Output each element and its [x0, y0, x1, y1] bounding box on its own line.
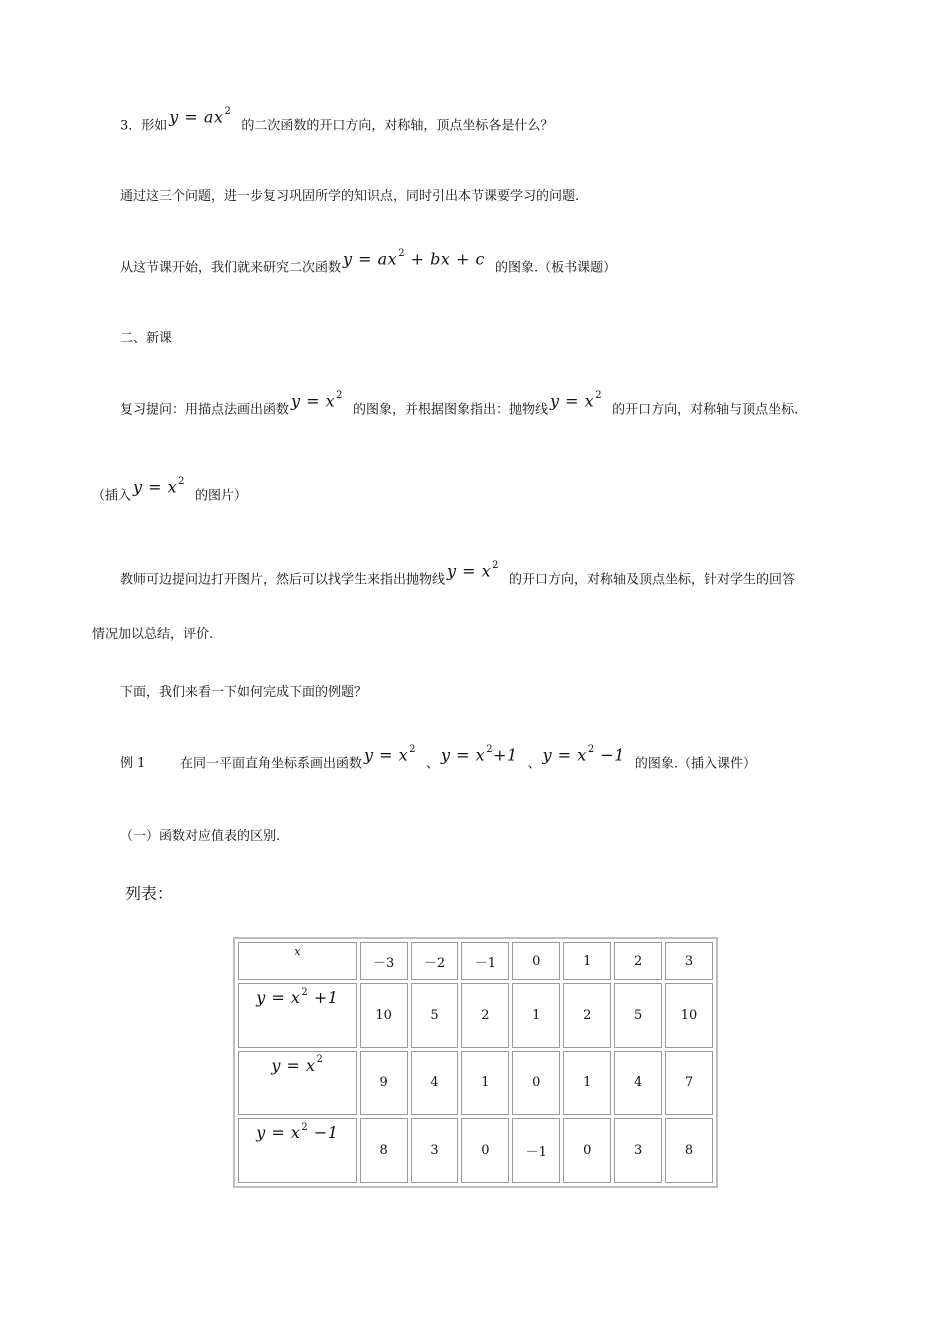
- table-cell: 1: [512, 983, 560, 1048]
- formula: $y = x^2$: [550, 390, 603, 411]
- formula: $y = ax^2$: [169, 106, 232, 127]
- paragraph-topic: 从这节课开始，我们就来研究二次函数 $y = ax^2$ + bx + c 的图象.（板书课题）: [120, 248, 617, 276]
- table-row: [238, 983, 713, 1048]
- table-row: [238, 1118, 713, 1183]
- table-cell: 0: [512, 942, 560, 980]
- formula: $y = x^2+1$: [441, 744, 518, 765]
- table-cell: 3: [614, 1118, 662, 1183]
- table-cell: 1: [461, 1051, 509, 1116]
- table-cell: －1: [512, 1118, 560, 1183]
- table-cell: 1: [563, 942, 611, 980]
- paragraph: 下面，我们来看一下如何完成下面的例题？: [120, 685, 368, 700]
- paragraph-review: 复习提问：用描点法画出函数 $y = x^2$的图象，并根据图象指出：抛物线 $y = x^2$的开口方向，对称轴与顶点坐标.: [120, 390, 799, 418]
- table-cell: 1: [563, 1051, 611, 1116]
- table-cell: 10: [665, 983, 713, 1048]
- table-cell: 4: [411, 1051, 459, 1116]
- table-cell: 8: [665, 1118, 713, 1183]
- table-row-header: $y = x^2 -1$: [238, 1118, 357, 1183]
- formula: $y = x^2$: [364, 744, 417, 765]
- table-header-x: x: [238, 942, 357, 980]
- question-3: [120, 106, 554, 134]
- q3-suffix: 的二次函数的开口方向，对称轴，顶点坐标各是什么？: [241, 118, 554, 134]
- table-cell: 3: [411, 1118, 459, 1183]
- paragraph-teacher-cont: 情况加以总结，评价.: [92, 627, 214, 642]
- formula: $y = x^2$: [291, 390, 344, 411]
- sub-heading: （一）函数对应值表的区别.: [120, 829, 281, 844]
- table-cell: －3: [360, 942, 408, 980]
- table-row: [238, 942, 713, 980]
- table-cell: 7: [665, 1051, 713, 1116]
- formula: $y = x^2 -1$: [542, 744, 625, 765]
- table-row: [238, 1051, 713, 1116]
- section-heading: 二、新课: [120, 331, 173, 346]
- table-cell: 4: [614, 1051, 662, 1116]
- table-cell: －2: [411, 942, 459, 980]
- table-cell: 2: [614, 942, 662, 980]
- table-cell: 5: [614, 983, 662, 1048]
- table-cell: 5: [411, 983, 459, 1048]
- table-cell: 10: [360, 983, 408, 1048]
- formula: $y = x^2$: [447, 560, 500, 581]
- table-row-header: $y = x^2 +1$: [238, 983, 357, 1048]
- paragraph: 通过这三个问题，进一步复习巩固所学的知识点，同时引出本节课要学习的问题.: [120, 189, 580, 204]
- table-cell: 0: [512, 1051, 560, 1116]
- table-cell: 2: [563, 983, 611, 1048]
- table-cell: 8: [360, 1118, 408, 1183]
- formula: $y = x^2$: [133, 476, 186, 497]
- paragraph-teacher: 教师可边提问边打开图片，然后可以找学生来指出抛物线 $y = x^2$的开口方向，对称轴及顶点坐标，针对学生的回答: [120, 560, 796, 588]
- formula: $y = ax^2$ + bx + c: [343, 248, 485, 269]
- table-cell: 0: [563, 1118, 611, 1183]
- table-cell: 9: [360, 1051, 408, 1116]
- insert-image-note: （插入 $y = x^2$的图片）: [92, 476, 248, 504]
- table-cell: 2: [461, 983, 509, 1048]
- value-table: [233, 937, 718, 1188]
- table-row-header: $y = x^2$: [238, 1051, 357, 1116]
- table-cell: 3: [665, 942, 713, 980]
- table-cell: －1: [461, 942, 509, 980]
- q3-prefix: 3．形如: [120, 118, 168, 134]
- example-1: 例 1 在同一平面直角坐标系画出函数 $y = x^2$、 $y = x^2+1$ 、 $y = x^2 -1$ 的图象.（插入课件）: [120, 744, 757, 772]
- table-cell: 0: [461, 1118, 509, 1183]
- list-label: 列表：: [125, 884, 174, 903]
